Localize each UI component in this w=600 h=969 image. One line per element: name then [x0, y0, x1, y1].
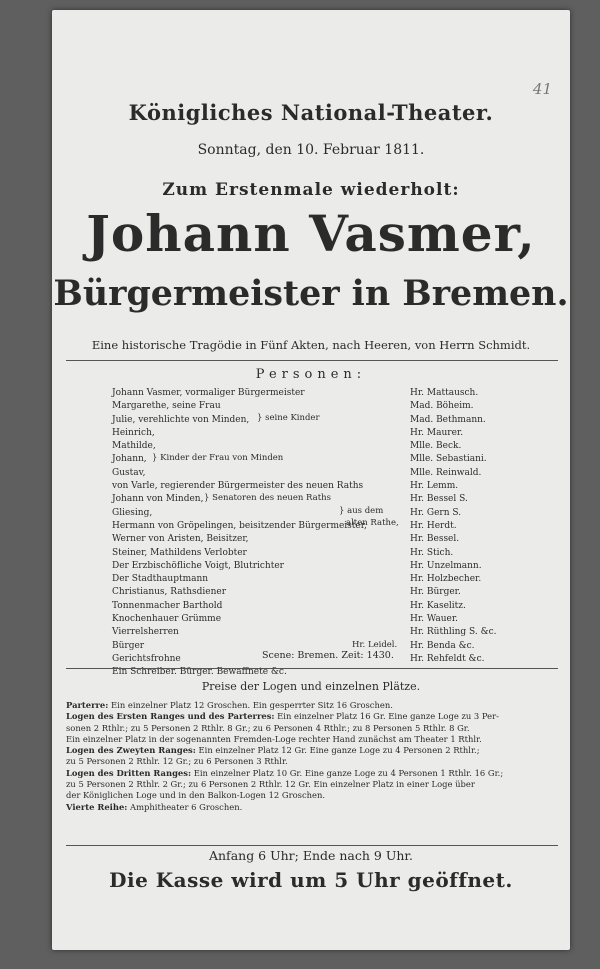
extra-actor: Hr. Leidel. — [352, 640, 398, 650]
role: Hermann von Gröpelingen, beisitzender Bürgermeister, — [112, 520, 367, 531]
brace-old-council-2: alten Rathe, — [346, 518, 399, 528]
actor-list — [410, 387, 497, 666]
actor: Hr. Unzelmann. — [410, 560, 482, 571]
role: Johann von Minden, — [112, 494, 204, 505]
scene-line: Scene: Bremen. Zeit: 1430. — [262, 650, 394, 661]
brace-old-council: } aus dem — [339, 506, 384, 516]
role: Margarethe, seine Frau — [112, 401, 221, 412]
role: Werner von Aristen, Beisitzer, — [112, 534, 249, 545]
box-office-note: Die Kasse wird um 5 Uhr geöffnet. — [109, 868, 513, 892]
actor: Hr. Rehfeldt &c. — [410, 653, 485, 664]
play-subtitle: Bürgermeister in Bremen. — [53, 273, 569, 314]
divider — [66, 668, 558, 669]
role: Gerichtsfrohne — [112, 653, 181, 664]
actor: Hr. Maurer. — [410, 427, 464, 438]
role: Tonnenmacher Barthold — [112, 600, 223, 611]
actor: Hr. Holzbecher. — [410, 574, 482, 585]
actor: Hr. Herdt. — [410, 520, 457, 531]
price-line: der Königlichen Loge und in den Balkon-Logen 12 Groschen. — [66, 790, 326, 801]
price-line: Parterre: Ein einzelner Platz 12 Groschen. Ein gesperrter Sitz 16 Groschen. — [66, 700, 393, 710]
role: Gustav, — [112, 467, 146, 478]
role: Der Erzbischöfliche Voigt, Blutrichter — [112, 560, 284, 571]
role: Johann, — [112, 454, 147, 465]
actor: Mad. Böheim. — [410, 401, 474, 412]
play-title: Johann Vasmer, — [86, 204, 536, 263]
actor: Mlle. Sebastiani. — [410, 454, 487, 465]
actor: Hr. Stich. — [410, 547, 454, 558]
divider — [66, 360, 558, 361]
actor: Hr. Kaselitz. — [410, 600, 466, 611]
actor: Hr. Rüthling S. &c. — [410, 627, 497, 638]
price-line: Logen des Dritten Ranges: Ein einzelner Platz 10 Gr. Eine ganze Loge zu 4 Personen 1 Rthlr. 16 Gr.; — [66, 767, 504, 778]
playbill-sheet — [52, 10, 570, 950]
actor: Hr. Wauer. — [410, 614, 459, 625]
prices-title: Preise der Logen und einzelnen Plätze. — [201, 680, 421, 693]
role: Mathilde, — [112, 441, 156, 452]
price-line: Logen des Zweyten Ranges: Ein einzelner Platz 12 Gr. Eine ganze Loge zu 4 Personen 2 Rthlr.; — [66, 745, 480, 756]
role: Christianus, Rathsdiener — [112, 587, 227, 598]
price-line: Ein einzelner Platz in der sogenannten Fremden-Loge rechter Hand zunächst am Theater 1 Rthlr. — [66, 733, 482, 744]
actor: Hr. Benda &c. — [410, 640, 475, 651]
price-list — [66, 700, 503, 813]
brace-senators: } Senatoren des neuen Raths — [204, 493, 331, 503]
role: Julie, verehlichte von Minden, — [112, 414, 250, 425]
role: Johann Vasmer, vormaliger Bürgermeister — [112, 388, 305, 398]
role: Gliesing, — [112, 507, 153, 518]
role: Steiner, Mathildens Verlobter — [112, 547, 247, 558]
price-line: zu 5 Personen 2 Rthlr. 2 Gr.; zu 6 Personen 2 Rthlr. 12 Gr. Ein einzelner Platz in einer Loge über — [66, 779, 475, 790]
role: Bürger — [112, 640, 145, 651]
personen-heading: Personen: — [255, 367, 367, 382]
play-genre: Eine historische Tragödie in Fünf Akten, nach Heeren, von Herrn Schmidt. — [91, 338, 531, 352]
divider — [66, 845, 558, 846]
role: Heinrich, — [112, 427, 155, 438]
actor: Hr. Gern S. — [410, 507, 462, 518]
actor: Mlle. Reinwald. — [410, 467, 482, 478]
actor: Mad. Bethmann. — [410, 414, 486, 425]
role: von Varle, regierender Bürgermeister des neuen Raths — [112, 481, 364, 492]
actor: Mlle. Beck. — [410, 441, 462, 452]
actor: Hr. Mattausch. — [410, 388, 479, 398]
handwritten-annotation: 41 — [532, 80, 552, 98]
role: Der Stadthauptmann — [112, 574, 209, 585]
actor: Hr. Lemm. — [410, 481, 459, 492]
price-line: Vierte Reihe: Amphitheater 6 Groschen. — [66, 801, 243, 812]
role: Vierrelsherren — [112, 627, 179, 638]
performance-date: Sonntag, den 10. Februar 1811. — [197, 142, 425, 158]
actor: Hr. Bürger. — [410, 587, 461, 598]
price-line: zu 5 Personen 2 Rthlr. 12 Gr.; zu 6 Personen 3 Rthlr. — [66, 756, 288, 767]
actor: Hr. Bessel. — [410, 534, 460, 545]
role: Ein Schreiber. Bürger. Bewaffnete &c. — [112, 667, 287, 678]
performance-times: Anfang 6 Uhr; Ende nach 9 Uhr. — [208, 848, 414, 863]
role: Knochenhauer Grümme — [112, 614, 222, 625]
theater-name: Königliches National-Theater. — [128, 100, 494, 125]
brace-children: } seine Kinder — [257, 413, 320, 423]
price-line: Logen des Ersten Ranges und des Parterres: Ein einzelner Platz 16 Gr. Eine ganze Loge zu 3 Per- — [66, 711, 499, 722]
actor: Hr. Bessel S. — [410, 494, 468, 505]
role-list — [112, 387, 367, 680]
brace-minden-children: } Kinder der Frau von Minden — [152, 453, 284, 463]
price-line: sonen 2 Rthlr.; zu 5 Personen 2 Rthlr. 8 Gr.; zu 6 Personen 4 Rthlr.; zu 8 Personen 5 Rthlr. 8 Gr. — [66, 722, 470, 733]
performance-note: Zum Erstenmale wiederholt: — [162, 180, 460, 200]
